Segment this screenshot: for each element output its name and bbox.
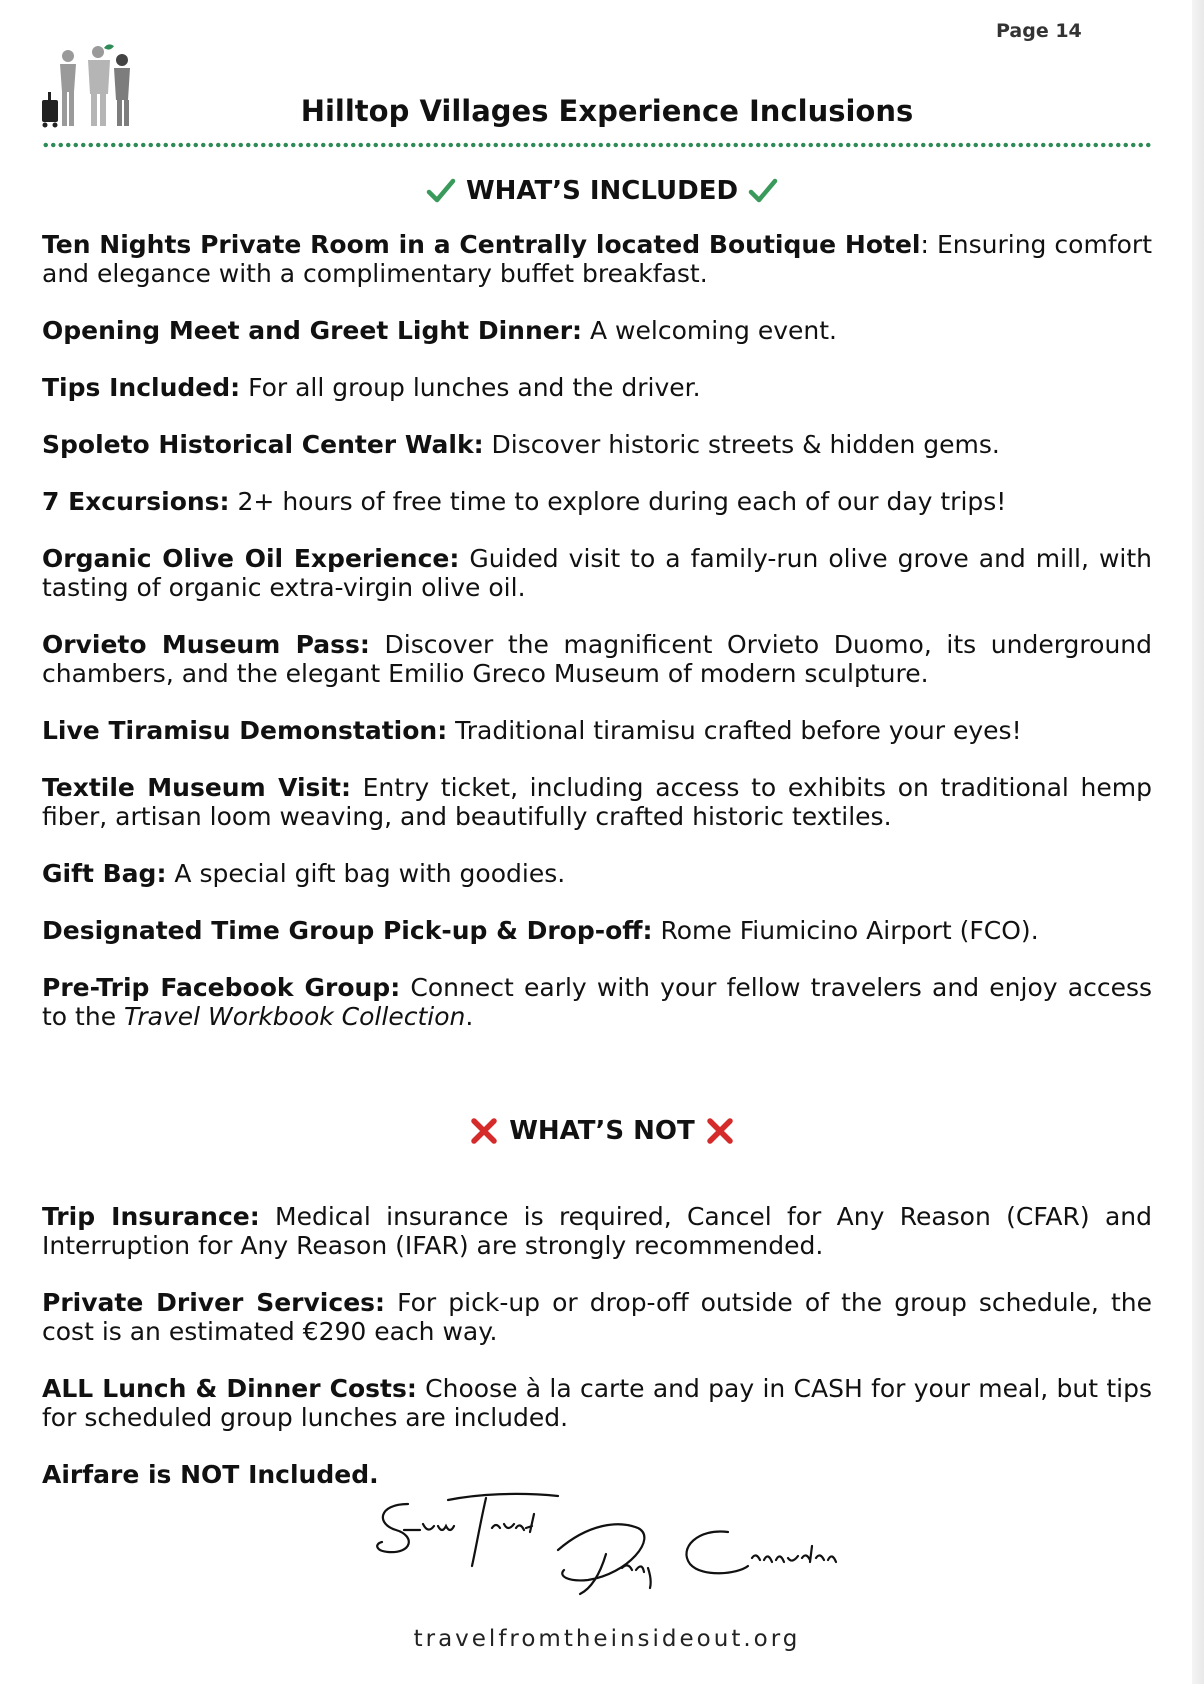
page-edge-shadow	[1192, 0, 1204, 1684]
cross-mark-icon	[469, 1116, 499, 1146]
list-item: 7 Excursions: 2+ hours of free time to explore during each of our day trips!	[42, 487, 1007, 516]
list-item: Organic Olive Oil Experience: Guided visit to a family-run olive grove and mill, with tasting of organic extra-virgin olive oil.	[42, 544, 1152, 602]
cross-mark-icon	[705, 1116, 735, 1146]
list-item: Live Tiramisu Demonstation: Traditional tiramisu crafted before your eyes!	[42, 716, 1022, 745]
list-item: Spoleto Historical Center Walk: Discover historic streets & hidden gems.	[42, 430, 1000, 459]
list-item: Textile Museum Visit: Entry ticket, including access to exhibits on traditional hemp fiber, artisan loom weaving, and beautifully crafted historic textiles.	[42, 773, 1152, 831]
list-item: ALL Lunch & Dinner Costs: Choose à la carte and pay in CASH for your meal, but tips for scheduled group lunches are included.	[42, 1374, 1153, 1432]
page-title: Hilltop Villages Experience Inclusions	[300, 94, 914, 128]
list-item: Ten Nights Private Room in a Centrally located Boutique Hotel: Ensuring comfort and elegance with a complimentary buffet breakfast.	[42, 230, 1153, 288]
list-item: Trip Insurance: Medical insurance is required, Cancel for Any Reason (CFAR) and Interruption for Any Reason (IFAR) are strongly recommended.	[42, 1202, 1152, 1260]
list-item: Pre-Trip Facebook Group: Connect early with your fellow travelers and enjoy access to the Travel Workbook Collection.	[42, 973, 1152, 1031]
included-heading	[0, 176, 1204, 206]
list-item: Designated Time Group Pick-up & Drop-off: Rome Fiumicino Airport (FCO).	[42, 916, 1039, 945]
list-item: Orvieto Museum Pass: Discover the magnificent Orvieto Duomo, its underground chambers, and the elegant Emilio Greco Museum of modern sculpture.	[42, 630, 1152, 688]
closing-note: Airfare is NOT Included.	[42, 1460, 379, 1489]
check-mark-icon	[426, 177, 456, 205]
list-item: Private Driver Services: For pick-up or drop-off outside of the group schedule, the cost is an estimated €290 each way.	[42, 1288, 1152, 1346]
included-heading-text: WHAT’S INCLUDED	[465, 176, 739, 206]
dotted-divider	[42, 142, 1152, 148]
not-included-list	[42, 1202, 1152, 1517]
list-item: Opening Meet and Greet Light Dinner: A welcoming event.	[42, 316, 837, 345]
not-included-heading-text: WHAT’S NOT	[509, 1116, 695, 1146]
signature-logo	[368, 1484, 848, 1614]
list-item: Gift Bag: A special gift bag with goodies.	[42, 859, 566, 888]
included-list	[42, 230, 1152, 1059]
check-mark-icon	[748, 177, 778, 205]
page-number: Page 14	[996, 20, 1082, 42]
website-url: travelfromtheinsideout.org	[413, 1626, 801, 1652]
list-item: Tips Included: For all group lunches and the driver.	[42, 373, 701, 402]
not-included-heading	[0, 1116, 1204, 1146]
